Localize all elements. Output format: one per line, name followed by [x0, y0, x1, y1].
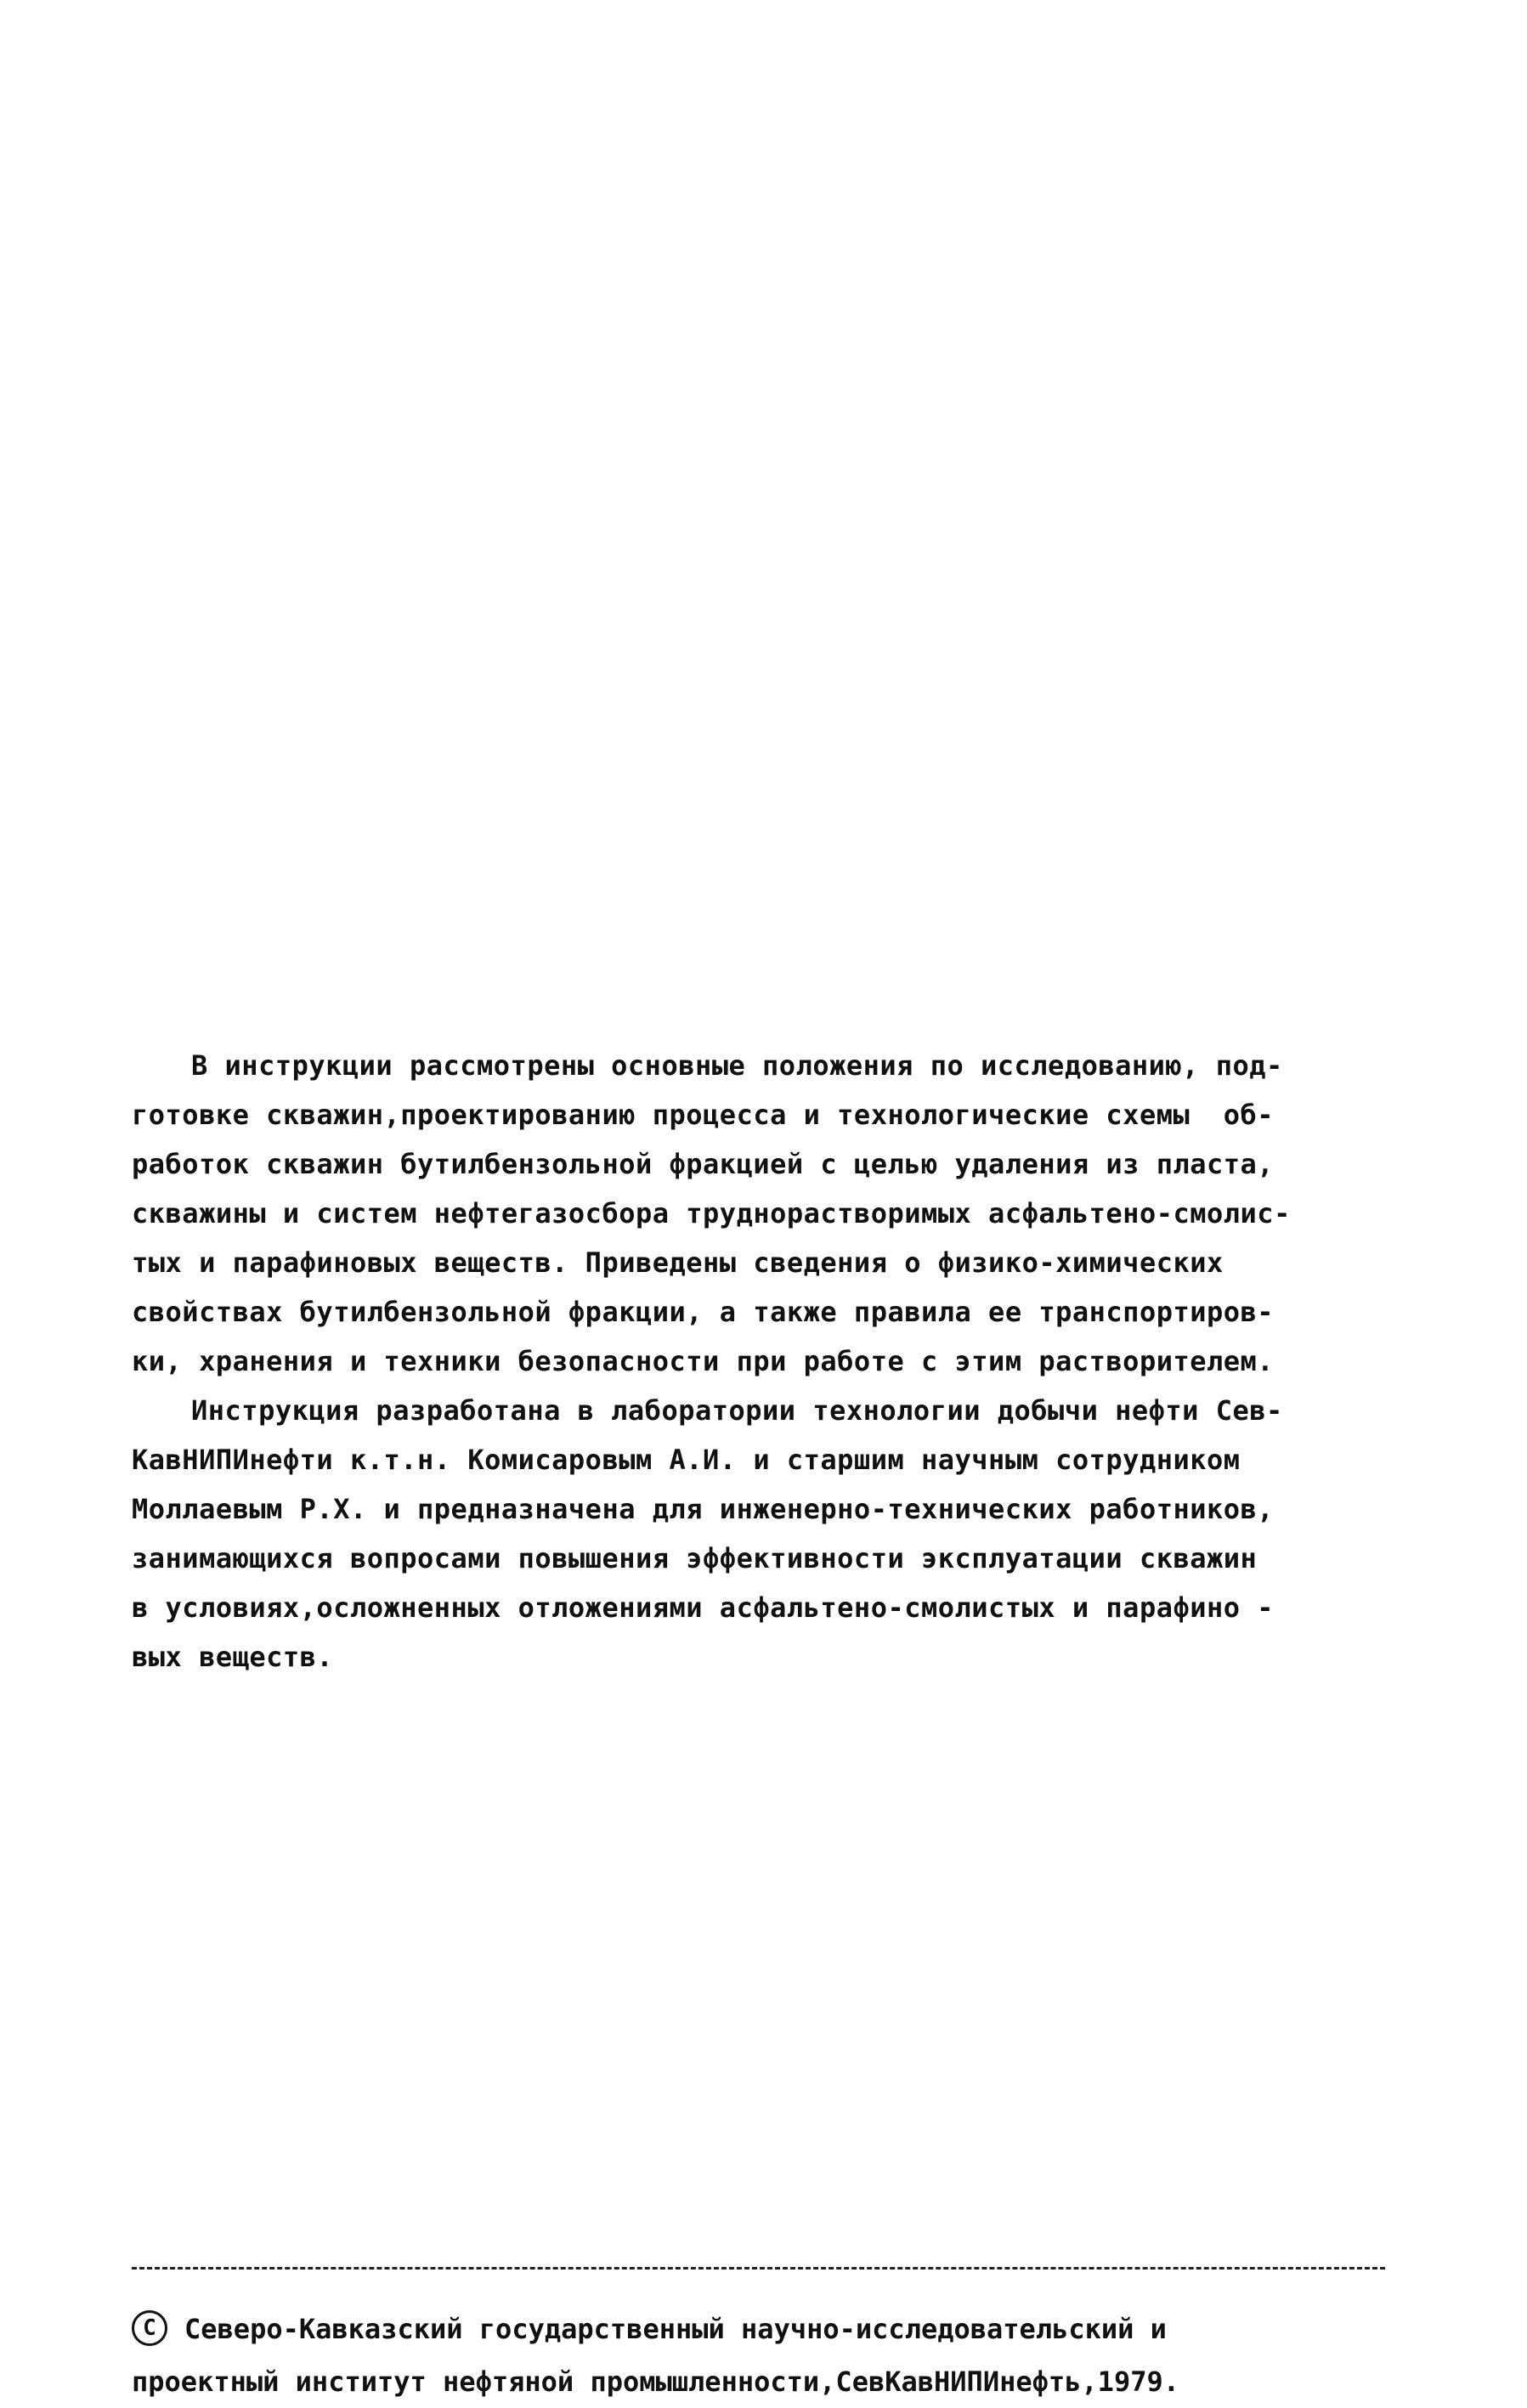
copyright-line-1	[132, 2303, 1398, 2355]
abstract-line: Инструкция разработана в лаборатории технологии добычи нефти Сев-	[191, 1394, 1283, 1427]
abstract-line: в условиях,осложненных отложениями асфальтено-смолистых и парафино -	[132, 1591, 1275, 1624]
copyright-text-1: Северо-Кавказский государственный научно-исследовательский и	[184, 2313, 1167, 2345]
abstract-line: свойствах бутилбензольной фракции, а также правила ее транспортиров-	[132, 1296, 1275, 1328]
abstract-text	[132, 1041, 1398, 1682]
abstract-line: КавНИПИнефти к.т.н. Комисаровым А.И. и старшим научным сотрудником	[132, 1444, 1241, 1476]
abstract-line: В инструкции рассмотрены основные положения по исследованию, под-	[191, 1049, 1283, 1082]
abstract-line: занимающихся вопросами повышения эффективности эксплуатации скважин	[132, 1542, 1258, 1574]
abstract-line: Моллаевым Р.Х. и предназначена для инженерно-технических работников,	[132, 1493, 1275, 1525]
copyright-line-2: проектный институт нефтяной промышленности,СевКавНИПИнефть,1979.	[132, 2366, 1179, 2398]
abstract-line: вых веществ.	[132, 1641, 334, 1673]
abstract-line: ки, хранения и техники безопасности при работе с этим растворителем.	[132, 1345, 1275, 1377]
abstract-line: работок скважин бутилбензольной фракцией с целью удаления из пласта,	[132, 1148, 1275, 1180]
separator-rule	[132, 2267, 1385, 2270]
copyright-notice	[132, 2303, 1398, 2408]
copyright-icon: C	[132, 2310, 167, 2346]
abstract-line: тых и парафиновых веществ. Приведены сведения о физико-химических	[132, 1246, 1224, 1279]
abstract-line: готовке скважин,проектированию процесса и технологические схемы об-	[132, 1099, 1275, 1131]
abstract-line: скважины и систем нефтегазосбора трудноpастворимых асфальтено-смолис-	[132, 1197, 1291, 1229]
